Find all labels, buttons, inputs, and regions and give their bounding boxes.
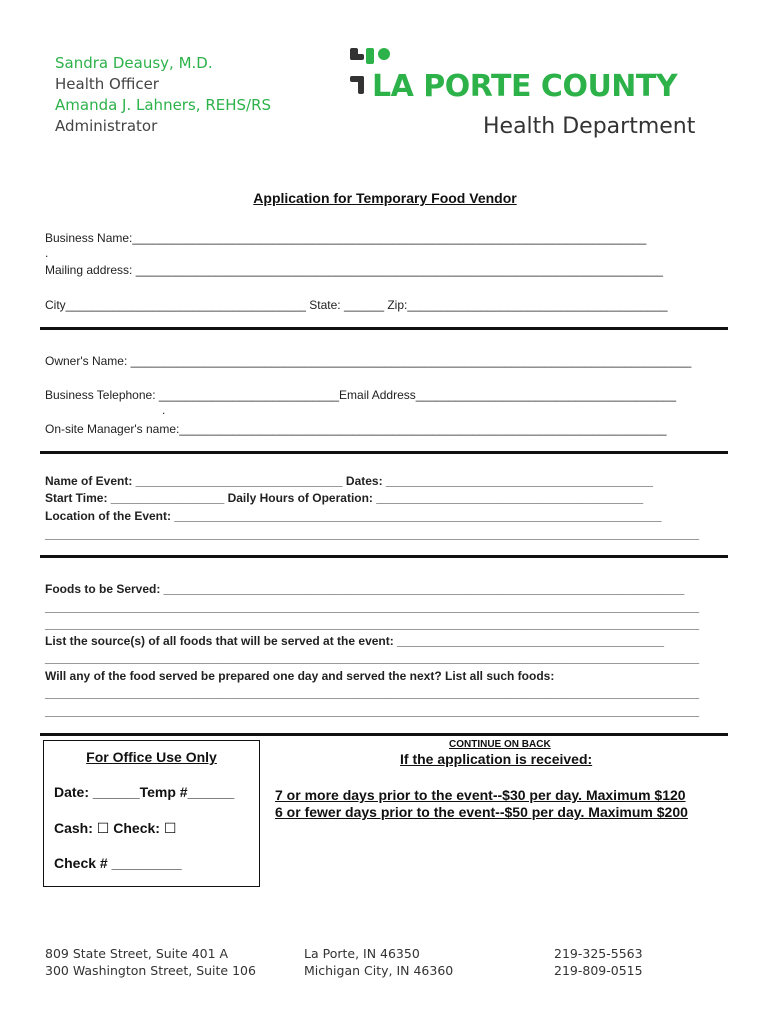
food-sources-field[interactable]: List the source(s) of all foods that will be served at the event: ________________________________________ (45, 634, 665, 648)
stray-dot: . (45, 246, 49, 260)
fee-line-early: 7 or more days prior to the event--$30 per day. Maximum $120 (275, 787, 686, 803)
section-divider (40, 733, 728, 736)
footer-address-2: 300 Washington Street, Suite 106 (45, 963, 256, 978)
administrator-title: Administrator (55, 117, 158, 135)
footer-phone-1: 219-325-5563 (554, 946, 643, 961)
footer-cities (304, 945, 453, 979)
phone-email-field[interactable]: Business Telephone: ___________________________Email Address_______________________________________ (45, 388, 677, 402)
check-number-field[interactable]: Check # _________ (54, 855, 182, 871)
section-divider (40, 451, 728, 454)
footer-addresses (45, 945, 256, 979)
cash-label: Cash: (54, 820, 93, 836)
fee-heading: If the application is received: (400, 751, 593, 767)
prepared-foods-question: Will any of the food served be prepared one day and served the next? List all such foods: (45, 669, 555, 683)
section-divider (40, 555, 728, 558)
administrator-name: Amanda J. Lahners, REHS/RS (55, 96, 272, 114)
continue-on-back: CONTINUE ON BACK (449, 739, 551, 750)
foods-served-line[interactable]: __________________________________________________________________________________________________ (45, 617, 700, 631)
onsite-manager-field[interactable]: On-site Manager's name:_________________________________________________________________________ (45, 422, 667, 436)
foods-served-line[interactable]: __________________________________________________________________________________________________ (45, 600, 700, 614)
office-use-title: For Office Use Only (86, 749, 217, 765)
prepared-foods-line[interactable]: __________________________________________________________________________________________________ (45, 686, 700, 700)
check-label: Check: (113, 820, 160, 836)
footer-city-2: Michigan City, IN 46360 (304, 963, 454, 978)
form-title: Application for Temporary Food Vendor (253, 190, 517, 206)
event-location-continuation[interactable]: __________________________________________________________________________________________________ (45, 527, 700, 541)
footer-phone-2: 219-809-0515 (554, 963, 643, 978)
health-officer-title: Health Officer (55, 75, 159, 93)
health-officer-name: Sandra Deausy, M.D. (55, 54, 213, 72)
footer-address-1: 809 State Street, Suite 401 A (45, 946, 229, 961)
stray-dot: . (162, 403, 166, 417)
payment-method (54, 820, 176, 837)
event-location-field[interactable]: Location of the Event: _________________________________________________________________________ (45, 509, 662, 523)
cash-checkbox[interactable]: ☐ (96, 820, 110, 836)
date-temp-field[interactable]: Date: ______Temp #______ (54, 784, 235, 800)
business-name-field[interactable]: Business Name:_____________________________________________________________________________ (45, 231, 647, 245)
footer-phones (554, 945, 643, 979)
foods-served-field[interactable]: Foods to be Served: ______________________________________________________________________________ (45, 582, 685, 596)
city-state-zip-field[interactable]: City____________________________________ State: ______ Zip:_______________________________________ (45, 298, 668, 312)
department-name: Health Department (483, 114, 696, 139)
org-name: LA PORTE COUNTY (372, 69, 678, 104)
section-divider (40, 327, 728, 330)
event-name-dates-field[interactable]: Name of Event: _______________________________ Dates: ________________________________________ (45, 474, 653, 488)
check-checkbox[interactable]: ☐ (163, 820, 177, 836)
prepared-foods-line[interactable]: __________________________________________________________________________________________________ (45, 704, 700, 718)
food-sources-line[interactable]: __________________________________________________________________________________________________ (45, 651, 700, 665)
office-use-box (43, 740, 260, 887)
footer-city-1: La Porte, IN 46350 (304, 946, 420, 961)
owner-name-field[interactable]: Owner's Name: ____________________________________________________________________________________ (45, 354, 692, 368)
mailing-address-field[interactable]: Mailing address: _______________________________________________________________________________ (45, 263, 663, 277)
start-time-hours-field[interactable]: Start Time: _________________ Daily Hours of Operation: ________________________________________ (45, 491, 644, 505)
fee-line-late: 6 or fewer days prior to the event--$50 per day. Maximum $200 (275, 804, 688, 820)
